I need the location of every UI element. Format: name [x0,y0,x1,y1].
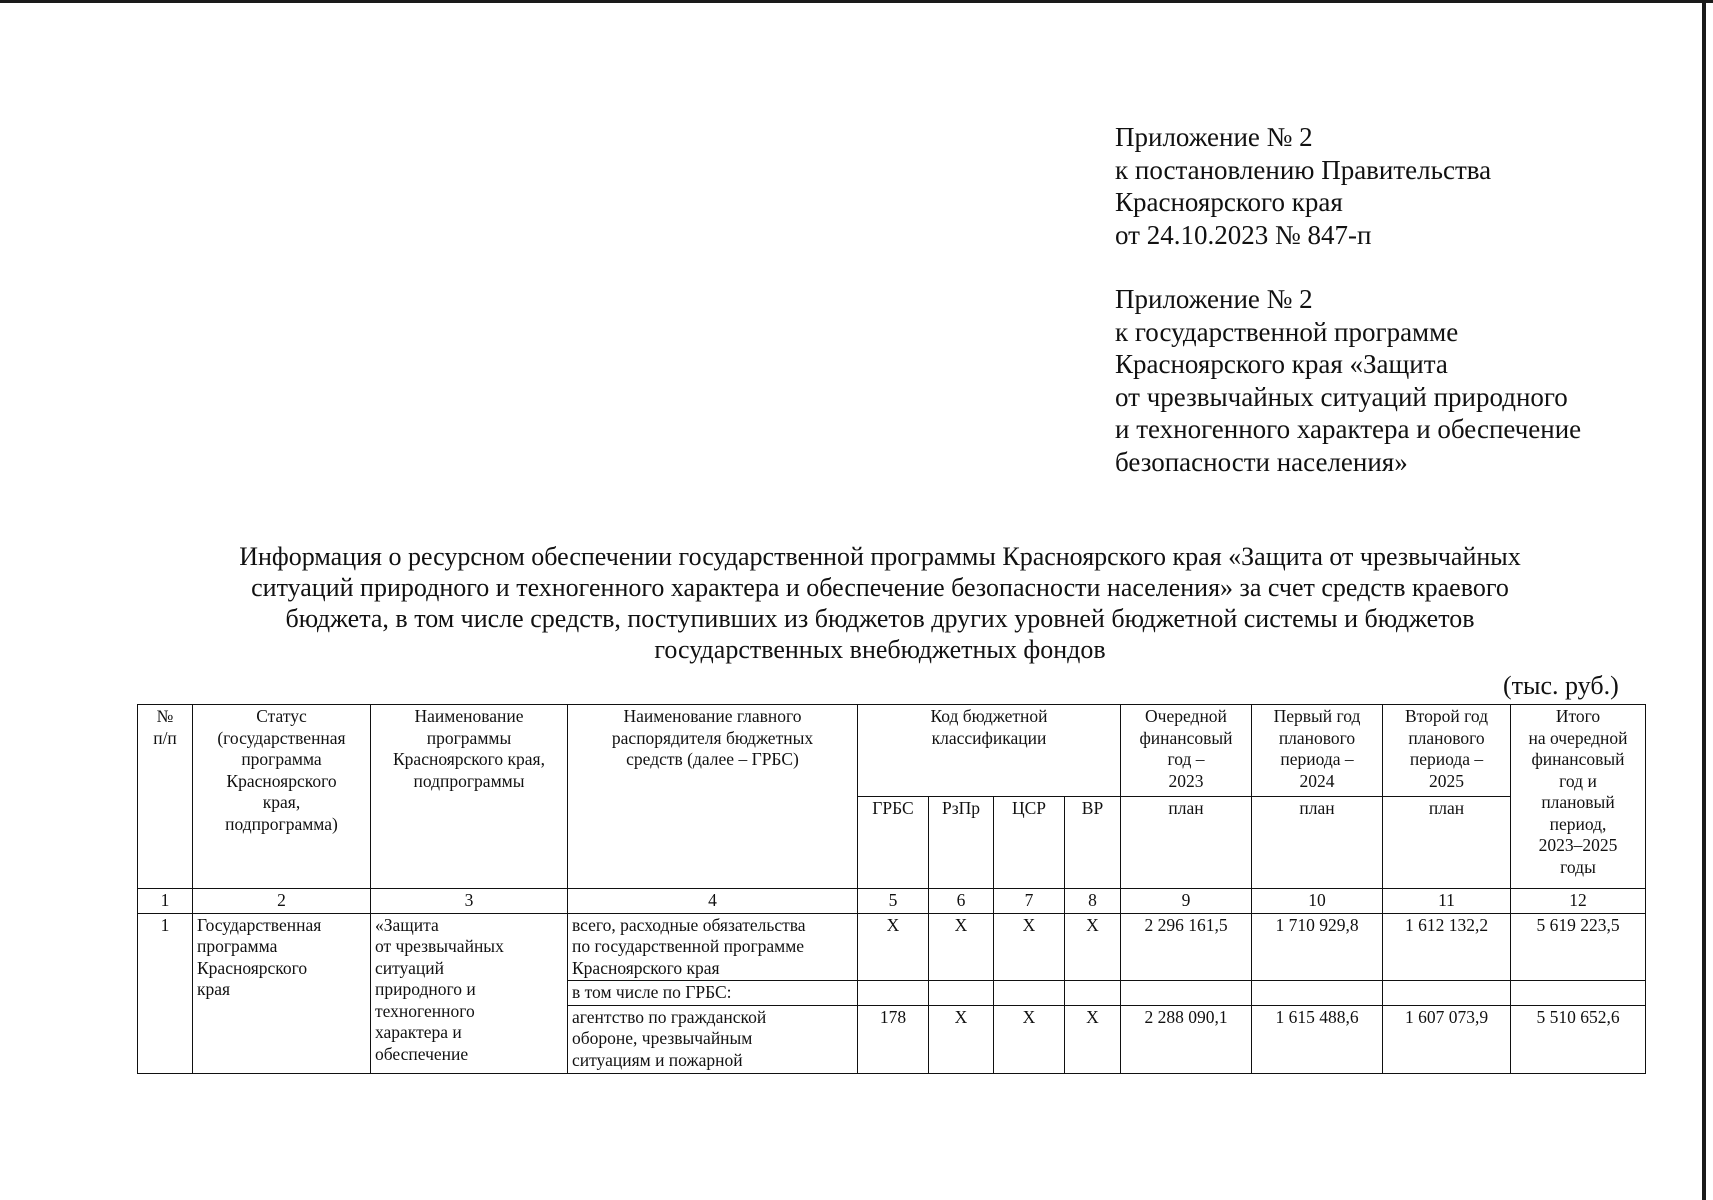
scan-right-border [1702,0,1706,1200]
grbs-name: агентство по гражданской обороне, чрезвычайным ситуациям и пожарной [568,1005,858,1073]
row-num: 1 [138,913,193,1073]
value-2025: 1 607 073,9 [1383,1005,1511,1073]
row-status: Государственная программа Красноярского края [193,913,371,1073]
title-line: ситуаций природного и техногенного характера и обеспечение безопасности населения» за счет средств краевого [251,573,1509,602]
appendix-block-program [1115,283,1581,478]
header-code-rzpr: РзПр [929,797,994,889]
column-number: 4 [568,889,858,914]
header-row [138,705,1646,797]
header-plan: план [1252,797,1383,889]
appendix-line: Красноярского края «Защита [1115,349,1448,379]
document-title [160,541,1600,665]
appendix-line: и техногенного характера и обеспечение [1115,414,1582,444]
header-year-2024: Первый год планового периода – 2024 [1252,705,1383,797]
units-label: (тыс. руб.) [1503,671,1619,700]
title-line: государственных внебюджетных фондов [654,635,1106,664]
header-plan: план [1121,797,1252,889]
column-number: 1 [138,889,193,914]
appendix-line: от чрезвычайных ситуаций природного [1115,381,1568,412]
appendix-line: Приложение № 2 [1115,122,1313,152]
header-plan: план [1383,797,1511,889]
header-program-name: Наименование программы Красноярского края, подпрограммы [371,705,568,889]
title-line: бюджета, в том числе средств, поступивших из бюджетов других уровней бюджетной системы и бюджетов [285,604,1475,633]
value-2024: 1 615 488,6 [1252,1005,1383,1073]
value-2025 [1383,981,1511,1006]
column-number: 6 [929,889,994,914]
value-total: 5 619 223,5 [1511,913,1646,981]
value-2023 [1121,981,1252,1006]
appendix-line: безопасности населения» [1115,446,1408,477]
code-rzpr: Х [929,1005,994,1073]
column-number: 11 [1383,889,1511,914]
column-number: 5 [858,889,929,914]
column-number: 12 [1511,889,1646,914]
appendix-line: от 24.10.2023 № 847-п [1115,219,1372,250]
value-2023: 2 296 161,5 [1121,913,1252,981]
value-total [1511,981,1646,1006]
table-row [138,913,1646,981]
code-csr: Х [994,913,1065,981]
scan-top-border [0,0,1713,3]
appendix-line: к постановлению Правительства [1115,154,1492,185]
resource-table [137,704,1646,1074]
grbs-name: в том числе по ГРБС: [568,981,858,1006]
appendix-line: Приложение № 2 [1115,284,1313,314]
header-year-2025: Второй год планового периода – 2025 [1383,705,1511,797]
header-num: № п/п [138,705,193,889]
code-rzpr: Х [929,913,994,981]
column-number: 2 [193,889,371,914]
code-rzpr [929,981,994,1006]
header-code-grbs: ГРБС [858,797,929,889]
code-vr [1065,981,1121,1006]
code-grbs: Х [858,913,929,981]
code-grbs [858,981,929,1006]
column-number-row [138,889,1646,914]
grbs-name: всего, расходные обязательства по государственной программе Красноярского края [568,913,858,981]
value-2024: 1 710 929,8 [1252,913,1383,981]
header-code-vr: ВР [1065,797,1121,889]
header-code-csr: ЦСР [994,797,1065,889]
code-vr: Х [1065,1005,1121,1073]
column-number: 8 [1065,889,1121,914]
header-code-group: Код бюджетной классификации [858,705,1121,797]
column-number: 7 [994,889,1065,914]
value-2023: 2 288 090,1 [1121,1005,1252,1073]
title-line: Информация о ресурсном обеспечении государственной программы Красноярского края «Защита от чрезвычайных [239,542,1521,571]
header-grbs-name: Наименование главного распорядителя бюджетных средств (далее – ГРБС) [568,705,858,889]
appendix-line: Красноярского края [1115,187,1343,217]
header-status: Статус (государственная программа Красноярского края, подпрограмма) [193,705,371,889]
column-number: 10 [1252,889,1383,914]
row-program-name: «Защита от чрезвычайных ситуаций природного и техногенного характера и обеспечение [371,913,568,1073]
code-vr: Х [1065,913,1121,981]
appendix-line: к государственной программе [1115,316,1459,347]
value-2024 [1252,981,1383,1006]
column-number: 9 [1121,889,1252,914]
value-2025: 1 612 132,2 [1383,913,1511,981]
header-total: Итого на очередной финансовый год и плановый период, 2023–2025 годы [1511,705,1646,889]
column-number: 3 [371,889,568,914]
value-total: 5 510 652,6 [1511,1005,1646,1073]
appendix-block-resolution [1115,121,1491,251]
code-csr [994,981,1065,1006]
code-csr: Х [994,1005,1065,1073]
code-grbs: 178 [858,1005,929,1073]
header-year-2023: Очередной финансовый год – 2023 [1121,705,1252,797]
